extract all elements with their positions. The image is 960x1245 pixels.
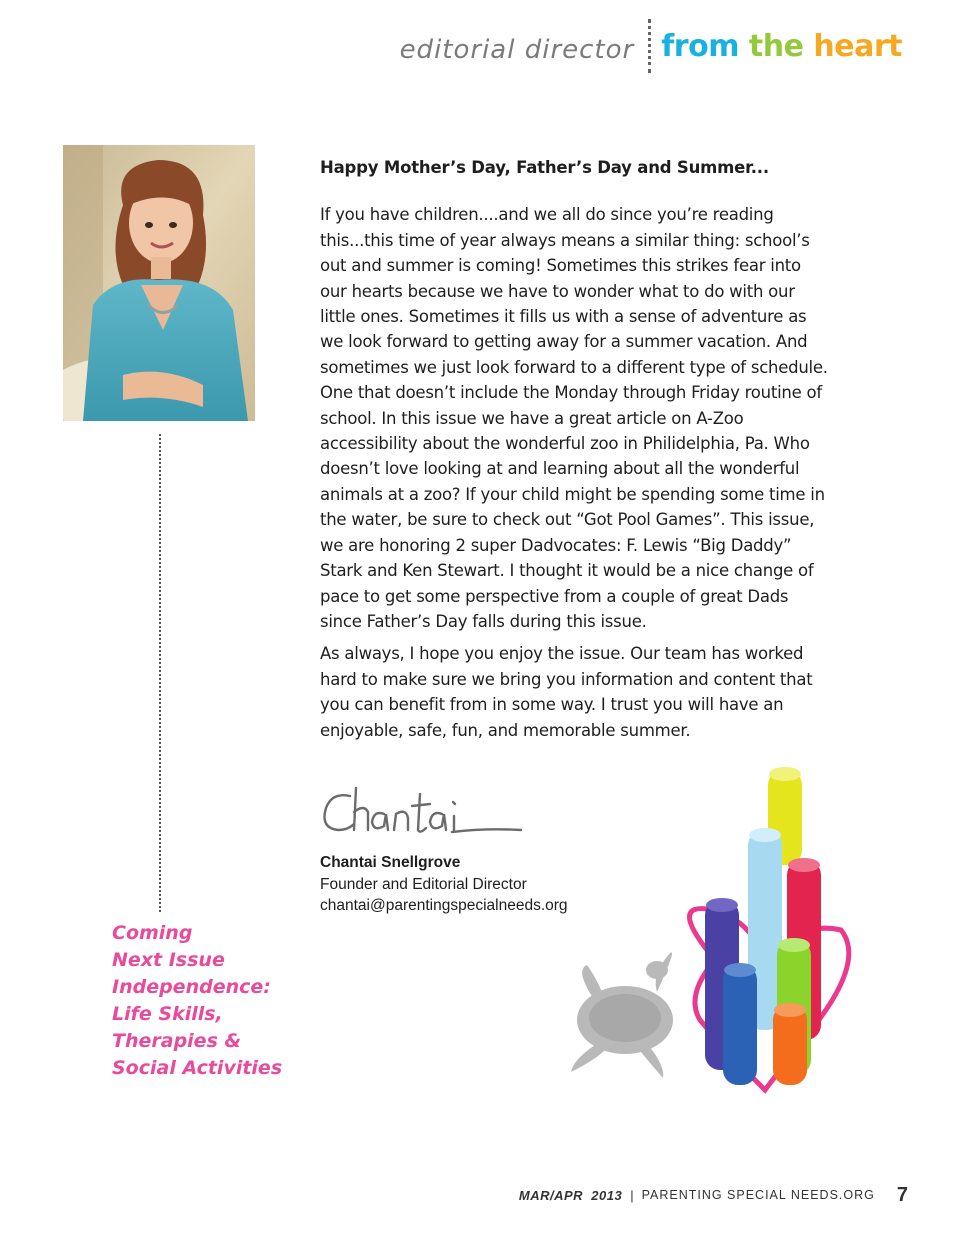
pool-noodles (705, 767, 821, 1085)
coming-line: Therapies & (112, 1030, 242, 1052)
signer-title: Founder and Editorial Director (320, 875, 527, 893)
coming-line: Independence: (112, 976, 271, 998)
department-label: editorial director (399, 35, 635, 65)
editorial-article (320, 155, 830, 750)
title-word-heart: heart (813, 28, 902, 64)
coming-line: Life Skills, (112, 1003, 223, 1025)
title-word-the: the (748, 28, 804, 64)
author-photo (63, 145, 255, 421)
page-header (400, 18, 902, 74)
title-word-from: from (661, 28, 739, 64)
publication-name: PARENTING SPECIAL NEEDS.ORG (641, 1188, 875, 1202)
turtle-icon (571, 952, 673, 1078)
article-paragraph: As always, I hope you enjoy the issue. Our team has worked hard to make sure we bring you information and content that you can benefit from in some way. I trust you will have an enjoyable, safe, fun, and memorable summer. (320, 644, 813, 740)
footer-separator: | (630, 1187, 634, 1203)
article-headline: Happy Mother’s Day, Father’s Day and Summer... (320, 158, 769, 177)
pool-noodles-illustration (565, 760, 865, 1100)
coming-line: Coming (112, 922, 193, 944)
coming-line: Social Activities (112, 1057, 283, 1079)
column-title (661, 29, 902, 64)
issue-date: MAR/APR 2013 (518, 1187, 623, 1203)
coming-line: Next Issue (112, 949, 225, 971)
article-paragraph: If you have children....and we all do since you’re reading this...this time of year always means a similar thing: school’s out and summer is coming! Sometimes this strikes fear into our hearts because we have to wonder what to do with our little ones. Sometimes it fills us with a sense of adventure as we look forward to getting away for a summer vacation. And sometimes we just look forward to a different type of schedule. One that doesn’t include the Monday through Friday routine of school. In this issue we have a great article on A-Zoo accessibility about the wonderful zoo in Philidelphia, Pa. Who doesn’t love looking at and learning about all the wonderful animals at a zoo? If your child might be spending some time in the water, be sure to check out “Got Pool Games”. This issue, we are honoring 2 super Dadvocates: F. Lewis “Big Daddy” Stark and Ken Stewart. I thought it would be a nice change of pace to get some perspective from a couple of great Dads since Father’s Day falls during this issue. (320, 205, 828, 631)
page-footer (519, 1180, 908, 1210)
dotted-divider (159, 434, 161, 912)
page-number: 7 (896, 1183, 908, 1206)
header-divider (648, 19, 651, 73)
coming-next-issue (112, 920, 312, 1082)
handwritten-signature (316, 778, 536, 848)
signer-block (320, 852, 568, 917)
signer-name: Chantai Snellgrove (320, 854, 461, 871)
signer-email: chantai@parentingspecialneeds.org (320, 897, 568, 914)
